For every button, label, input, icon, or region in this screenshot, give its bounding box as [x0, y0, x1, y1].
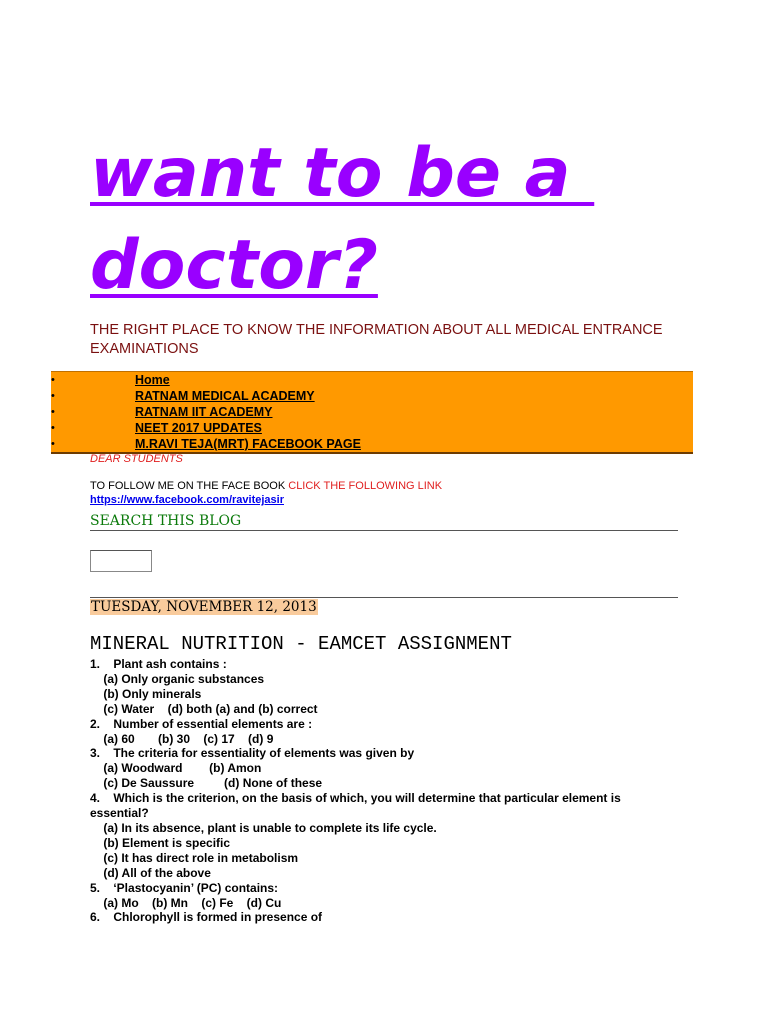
nav-link-facebook-page[interactable]: M.RAVI TEJA(MRT) FACEBOOK PAGE	[135, 437, 361, 451]
blog-title-line-1[interactable]: want to be a	[90, 134, 595, 213]
bullet-icon: •	[51, 390, 55, 402]
nav-item-neet-updates	[51, 420, 693, 436]
bullet-icon: •	[51, 422, 55, 434]
post-line: essential?	[90, 806, 149, 821]
post-line: (c) De Saussure (d) None of these	[90, 776, 323, 791]
post-line: (d) All of the above	[90, 865, 211, 880]
nav-item-facebook-page	[51, 436, 693, 452]
bullet-icon: •	[51, 406, 55, 418]
nav-link-ratnam-medical-academy[interactable]: RATNAM MEDICAL ACADEMY	[135, 389, 315, 403]
post-line: 5. ‘Plastocyanin’ (PC) contains:	[90, 880, 279, 895]
search-input[interactable]	[90, 550, 152, 572]
follow-highlight: CLICK THE FOLLOWING LINK	[288, 480, 443, 492]
blog-description: THE RIGHT PLACE TO KNOW THE INFORMATION ABOUT ALL MEDICAL ENTRANCE EXAMINATIONS	[90, 322, 663, 357]
post-line: (c) It has direct role in metabolism	[90, 850, 299, 865]
post-line: 6. Chlorophyll is formed in presence of	[90, 910, 323, 925]
notice-heading: DEAR STUDENTS	[90, 453, 183, 465]
nav-link-ratnam-iit-academy[interactable]: RATNAM IIT ACADEMY	[135, 405, 273, 419]
post-title[interactable]: MINERAL NUTRITION - EAMCET ASSIGNMENT	[90, 633, 512, 655]
post-line: (a) 60 (b) 30 (c) 17 (d) 9	[90, 731, 274, 746]
bullet-icon: •	[51, 374, 55, 386]
follow-text	[90, 480, 442, 492]
post-line: (a) Only organic substances	[90, 671, 265, 686]
follow-label: TO FOLLOW ME ON THE FACE BOOK	[90, 480, 289, 492]
post-line: (a) Woodward (b) Amon	[90, 761, 262, 776]
nav-menu	[51, 371, 693, 454]
nav-link-home[interactable]: Home	[135, 373, 170, 387]
search-section-heading: SEARCH THIS BLOG	[90, 513, 678, 531]
post-line: (a) Mo (b) Mn (c) Fe (d) Cu	[90, 895, 282, 910]
bullet-icon: •	[51, 438, 55, 450]
post-line: (b) Element is specific	[90, 835, 231, 850]
nav-item-ratnam-medical-academy	[51, 388, 693, 404]
blog-title-line-2[interactable]: doctor?	[90, 226, 378, 305]
nav-link-neet-updates[interactable]: NEET 2017 UPDATES	[135, 421, 262, 435]
date-divider	[90, 597, 678, 598]
nav-item-ratnam-iit-academy	[51, 404, 693, 420]
post-line: 4. Which is the criterion, on the basis of which, you will determine that particular element is	[90, 791, 621, 806]
post-line: 1. Plant ash contains :	[90, 657, 227, 671]
facebook-link[interactable]: https://www.facebook.com/ravitejasir	[90, 494, 284, 506]
post-line: 2. Number of essential elements are :	[90, 716, 313, 731]
post-line: (b) Only minerals	[90, 686, 202, 701]
nav-item-home	[51, 372, 693, 388]
post-line: 3. The criteria for essentiality of elements was given by	[90, 746, 415, 761]
post-date: TUESDAY, NOVEMBER 12, 2013	[91, 599, 317, 615]
post-line: (c) Water (d) both (a) and (b) correct	[90, 701, 318, 716]
post-body	[90, 657, 670, 925]
post-line: (a) In its absence, plant is unable to complete its life cycle.	[90, 820, 437, 835]
